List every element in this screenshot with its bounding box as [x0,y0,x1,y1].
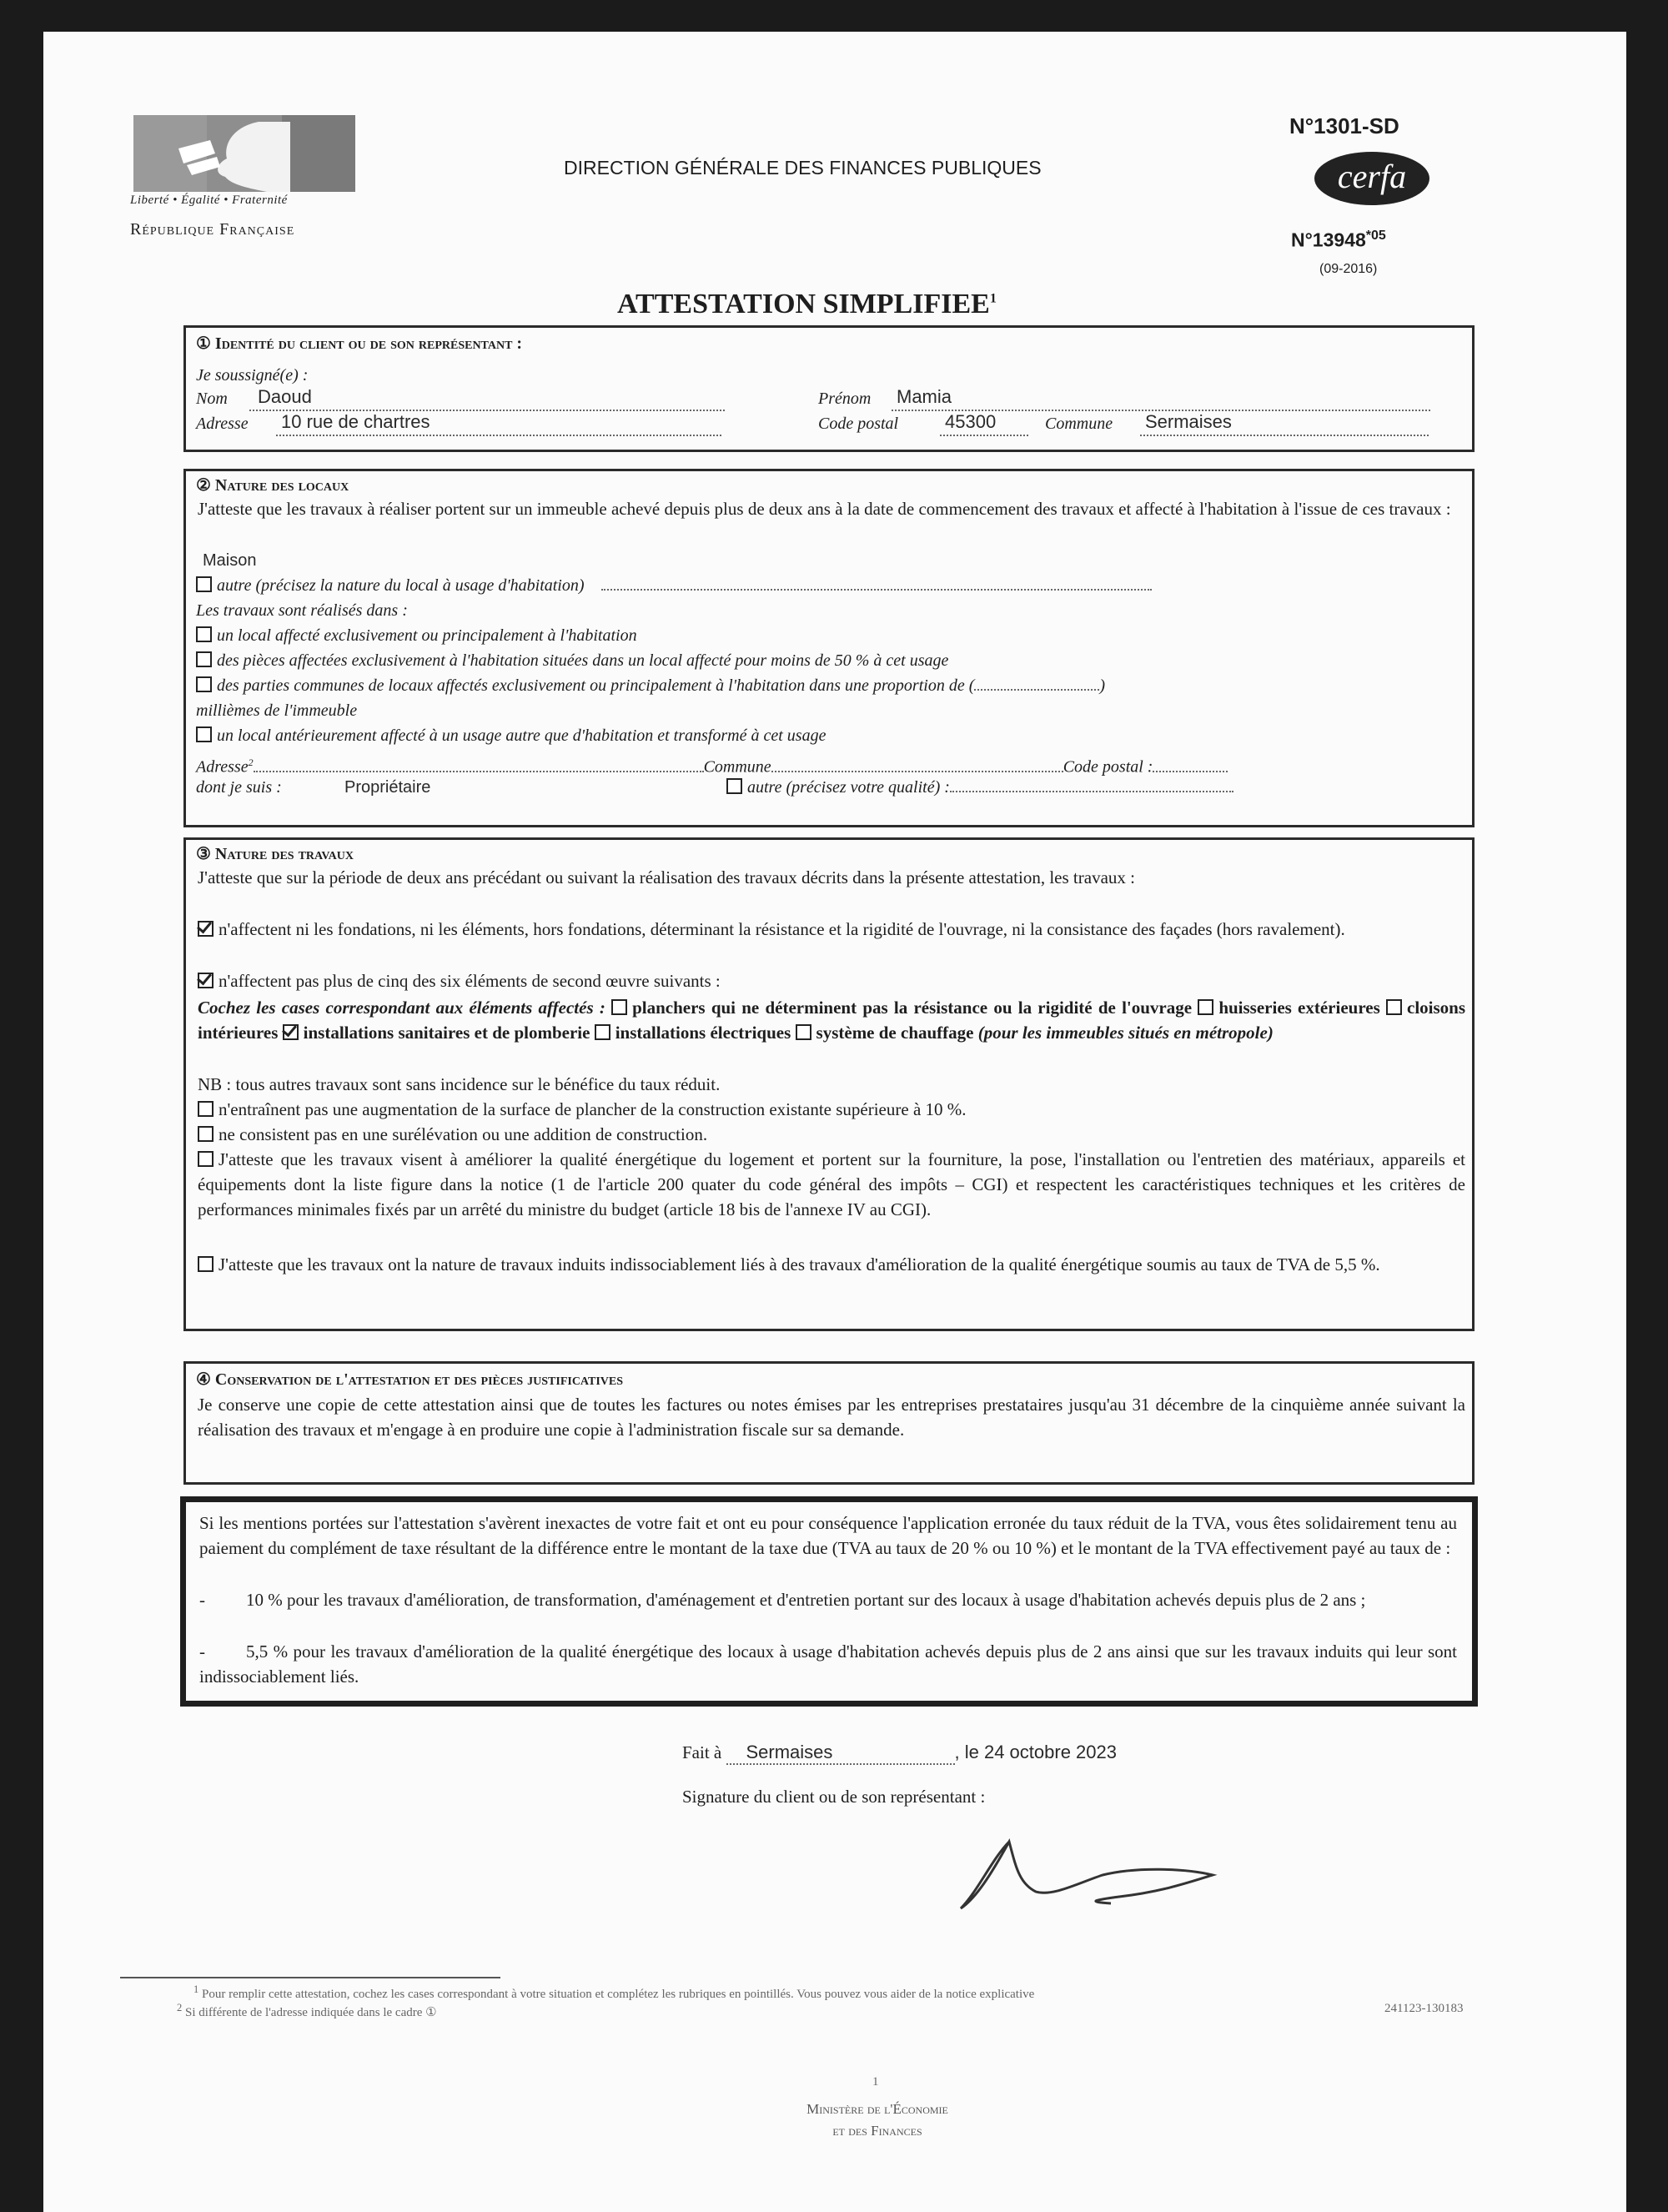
item-second-oeuvre[interactable]: n'affectent pas plus de cinq des six éléments de second œuvre suivants : [198,968,1465,993]
warning-box [180,1496,1478,1707]
option-local-habitation[interactable]: un local affecté exclusivement ou principalement à l'habitation [196,623,637,648]
section-heading: ③ Nature des travaux [196,845,354,863]
code-postal-label: Code postal [818,415,899,433]
signature-label: Signature du client ou de son représentant : [682,1787,986,1807]
section-conservation [183,1361,1475,1485]
prenom-field[interactable]: Mamia [892,385,1430,411]
lieu-field[interactable]: Sermaises [726,1742,955,1765]
cerfa-logo: cerfa [1314,152,1429,205]
adresse2-row[interactable]: Adresse$^2$ Commune Code postal : [196,750,1228,780]
prenom-label: Prénom [818,390,872,408]
section-heading: ① Identité du client ou de son représentant : [196,334,523,353]
form-number: N°1301-SD [1289,113,1399,138]
option-pieces[interactable]: des pièces affectées exclusivement à l'habitation situées dans un local affecté pour moins de 50 % à cet usage [196,648,948,673]
marianne-profile-icon [133,115,355,192]
footnote-2: $^2$ Si différente de l'adresse indiquée dans le cadre ① [177,2002,437,2019]
item-qualite-energetique[interactable]: J'atteste que les travaux visent à améliorer la qualité énergétique du logement et portent sur la fourniture, la pose, l'installation ou l'entretien des matériaux, appareils et équipements dont la liste figure dans la notice (1 de l'article 200 quater du code général des impôts – CGI) et respectent les caractéristiques techniques et les critères de performances minimales fixés par un arrêté du ministre du budget (article 18 bis de l'annexe IV au CGI). [198,1149,1465,1219]
nom-field[interactable]: Daoud [249,385,716,411]
date-field[interactable]: , le 24 octobre 2023 [954,1742,1117,1762]
nom-label: Nom [196,390,228,408]
section-heading: ④ Conservation de l'attestation et des pièces justificatives [196,1370,624,1389]
republic-label: République Française [130,220,295,239]
element-electriques[interactable]: installations électriques [595,1023,791,1043]
client-signature [911,1825,1228,1925]
element-cloisons[interactable]: cloisons intérieures [198,998,1466,1043]
intro-text: J'atteste que sur la période de deux ans précédant ou suivant la réalisation des travaux décrits dans la présente attestation, les travaux : [198,867,1135,887]
milliemes-text: millièmes de l'immeuble [196,701,358,720]
motto: Liberté • Égalité • Fraternité [130,194,288,207]
section-identite [183,325,1475,452]
option-autre-qualite[interactable]: autre (précisez votre qualité) : [726,775,1233,800]
item-surface[interactable]: n'entraînent pas une augmentation de la surface de plancher de la construction existante supérieure à 10 %. [198,1097,1465,1122]
adresse-field[interactable]: 10 rue de chartres [276,410,721,436]
footnote-1: $^1$ Pour remplir cette attestation, cochez les cases correspondant à votre situation et complétez les rubriques en pointillés. Vous pouvez vous aider de la notice explicative [193,1983,1035,2001]
marianne-logo [133,115,355,192]
intro-text: J'atteste que les travaux à réaliser portent sur un immeuble achevé depuis plus de deux ans à la date de commencement des travaux et affecté à l'habitation à l'issue de ces travaux : [198,499,1451,519]
reference-code: 241123-130183 [1384,2002,1464,2015]
element-chauffage[interactable]: système de chauffage [796,1023,974,1043]
edition-date: (09-2016) [1319,262,1378,276]
commune-label: Commune [1045,415,1113,433]
option-autre[interactable]: autre (précisez la nature du local à usage d'habitation) [196,573,1152,598]
directorate: DIRECTION GÉNÉRALE DES FINANCES PUBLIQUES [564,157,1042,178]
ministry-logo: Ministère de l'Économie et des Finances [806,2101,948,2139]
type-local-value[interactable]: Maison [203,551,257,570]
page-title: ATTESTATION SIMPLIFIEE$^1$ [617,289,997,319]
section-nature-locaux [183,469,1475,827]
travaux-dans: Les travaux sont réalisés dans : [196,601,408,620]
elements-affectes: Cochez les cases correspondant aux éléments affectés : planchers qui ne déterminent pas la résistance ou la rigidité de l'ouvrage huisseries extérieures cloisons intérieures installations sanitaires et de plomberie installations électriques système de chauffage (pour les immeubles situés en métropole) [198,998,1466,1043]
warning-bullet-1: - 10 % pour les travaux d'amélioration, de transformation, d'aménagement et d'entretien portant sur des locaux à usage d'habitation achevés depuis plus de 2 ans ; [199,1590,1366,1610]
option-parties-communes[interactable]: des parties communes de locaux affectés exclusivement ou principalement à l'habitation dans une proportion de ( ) [196,673,1105,698]
item-fondations[interactable]: n'affectent ni les fondations, ni les éléments, hors fondations, déterminant la résistance et la rigidité de l'ouvrage, ni la consistance des façades (hors ravalement). [198,917,1465,942]
element-huisseries[interactable]: huisseries extérieures [1198,998,1379,1018]
code-postal-field[interactable]: 45300 [940,410,1028,436]
cerfa-number: N°13948$^{*05}$ [1291,229,1386,251]
fait-a-row: Fait à Sermaises , le 24 octobre 2023 [682,1742,1117,1765]
page-number: 1 [872,2075,879,2089]
form-page [43,32,1626,2212]
dont-je-suis-label: dont je suis : [196,778,282,797]
item-travaux-induits[interactable]: J'atteste que les travaux ont la nature de travaux induits indissociablement liés à des travaux d'amélioration de la qualité énergétique soumis au taux de TVA de 5,5 %. [198,1252,1465,1277]
element-sanitaires[interactable]: installations sanitaires et de plomberie [283,1023,590,1043]
adresse-label: Adresse [196,415,249,433]
item-surelevation[interactable]: ne consistent pas en une surélévation ou une addition de construction. [198,1122,1465,1147]
option-local-transforme[interactable]: un local antérieurement affecté à un usage autre que d'habitation et transformé à cet usage [196,723,826,748]
footnote-separator [120,1977,500,1978]
element-planchers[interactable]: planchers qui ne déterminent pas la résistance ou la rigidité de l'ouvrage [611,998,1192,1018]
intro-text: Je soussigné(e) : [196,366,309,385]
section-heading: ② Nature des locaux [196,476,349,495]
warning-bullet-2: - 5,5 % pour les travaux d'amélioration de la qualité énergétique des locaux à usage d'habitation achevés depuis plus de 2 ans ainsi que sur les travaux induits qui leur sont indissociablement liés. [199,1641,1457,1687]
warning-text: Si les mentions portées sur l'attestation s'avèrent inexactes de votre fait et ont eu pour conséquence l'application erronée du taux réduit de la TVA, vous êtes solidairement tenu au paiement du complément de taxe résultant de la différence entre le montant de la taxe due (TVA au taux de 20 % ou 10 %) et le montant de la TVA effectivement payé au taux de : [199,1513,1457,1558]
nb-text: NB : tous autres travaux sont sans incidence sur le bénéfice du taux réduit. [198,1074,721,1094]
conservation-text: Je conserve une copie de cette attestation ainsi que de toutes les factures ou notes émises par les entreprises prestataires jusqu'au 31 décembre de la cinquième année suivant la réalisation des travaux et m'engage à en produire une copie à l'administration fiscale sur sa demande. [198,1395,1465,1440]
qualite-value[interactable]: Propriétaire [344,778,431,797]
commune-field[interactable]: Sermaises [1140,410,1429,436]
section-nature-travaux [183,837,1475,1331]
